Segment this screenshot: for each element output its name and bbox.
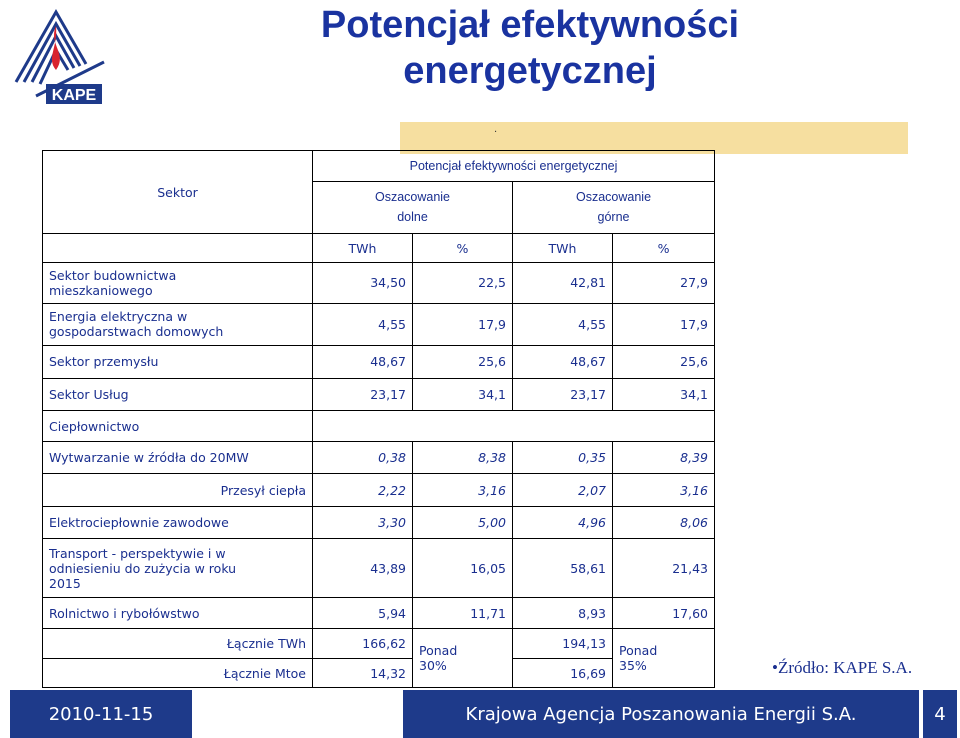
table-row [43, 346, 715, 379]
table-row [43, 378, 715, 411]
row-label: Sektor przemysłu [43, 346, 313, 379]
value-twh-upper: 2,07 [513, 474, 613, 507]
lower-ponad-line-2: 30% [419, 657, 447, 673]
value-pct-upper: 21,43 [613, 539, 715, 598]
row-label-line-2: odniesieniu do zużycia w roku [49, 560, 237, 576]
page-number: 4 [923, 690, 957, 738]
value-twh-lower: 23,17 [313, 378, 413, 411]
header-sektor: Sektor [43, 151, 313, 234]
total-twh-upper: 194,13 [513, 628, 613, 659]
value-pct-lower: 25,6 [413, 346, 513, 379]
value-pct-lower: 17,9 [413, 303, 513, 346]
value-pct-lower: 8,38 [413, 441, 513, 474]
value-twh-lower: 43,89 [313, 539, 413, 598]
value-twh-lower: 0,38 [313, 441, 413, 474]
upper-ponad-line-2: 35% [619, 657, 647, 673]
value-pct-upper: 25,6 [613, 346, 715, 379]
header-upper-estimate [513, 181, 715, 234]
totals-twh-label: Łącznie TWh [43, 628, 313, 659]
value-twh-lower: 2,22 [313, 474, 413, 507]
kape-logo [8, 4, 118, 112]
row-label: Rolnictwo i rybołówstwo [43, 598, 313, 629]
upper-ponad [613, 628, 715, 687]
total-mtoe-upper: 16,69 [513, 659, 613, 688]
logo-text: KAPE [51, 87, 97, 104]
footer-organization: Krajowa Agencja Poszanowania Energii S.A. [403, 690, 919, 738]
value-pct-lower: 3,16 [413, 474, 513, 507]
row-label-line-3: 2015 [49, 575, 81, 591]
source-note: •Źródło: KAPE S.A. [772, 658, 913, 677]
row-label-line-1: Transport - perspektywie i w [49, 545, 226, 561]
row-label-line-2: mieszkaniowego [49, 282, 153, 298]
band-mark: . [494, 124, 498, 135]
lower-ponad-line-1: Ponad [419, 642, 458, 658]
value-pct-upper: 8,39 [613, 441, 715, 474]
value-pct-upper: 34,1 [613, 378, 715, 411]
table-units-row [43, 234, 715, 262]
table-row [43, 598, 715, 629]
table-row [43, 303, 715, 346]
header-lower-line-1: Oszacowanie [374, 190, 451, 205]
value-twh-lower: 34,50 [313, 262, 413, 303]
value-twh-upper: 4,96 [513, 506, 613, 539]
value-twh-upper: 8,93 [513, 598, 613, 629]
row-label-line-2: gospodarstwach domowych [49, 324, 224, 340]
value-twh-lower: 4,55 [313, 303, 413, 346]
footer [0, 690, 960, 738]
value-pct-lower: 5,00 [413, 506, 513, 539]
row-label [43, 262, 313, 303]
value-twh-lower: 48,67 [313, 346, 413, 379]
table-row [43, 539, 715, 598]
value-twh-lower: 3,30 [313, 506, 413, 539]
table-row [43, 506, 715, 539]
header-upper-line-2: górne [597, 210, 630, 225]
unit-twh-lower: TWh [313, 234, 413, 262]
value-twh-upper: 4,55 [513, 303, 613, 346]
value-pct-lower: 34,1 [413, 378, 513, 411]
row-label: Elektrociepłownie zawodowe [43, 506, 313, 539]
total-twh-lower: 166,62 [313, 628, 413, 659]
units-empty [43, 234, 313, 262]
value-twh-upper: 23,17 [513, 378, 613, 411]
table-header-row [43, 151, 715, 182]
totals-row-twh [43, 628, 715, 659]
header-main: Potencjał efektywności energetycznej [313, 151, 715, 182]
value-pct-lower: 16,05 [413, 539, 513, 598]
value-twh-upper: 58,61 [513, 539, 613, 598]
unit-pct-lower: % [413, 234, 513, 262]
value-pct-upper: 27,9 [613, 262, 715, 303]
unit-pct-upper: % [613, 234, 715, 262]
value-pct-lower: 22,5 [413, 262, 513, 303]
unit-twh-upper: TWh [513, 234, 613, 262]
totals-mtoe-label: Łącznie Mtoe [43, 659, 313, 688]
row-label: Sektor Usług [43, 378, 313, 411]
value-twh-upper: 0,35 [513, 441, 613, 474]
row-label: Ciepłownictwo [43, 411, 313, 442]
lower-ponad [413, 628, 513, 687]
flame-logo-icon [8, 4, 118, 112]
value-twh-lower: 5,94 [313, 598, 413, 629]
value-twh-upper: 42,81 [513, 262, 613, 303]
row-label-line-1: Sektor budownictwa [49, 267, 177, 283]
header-lower-line-2: dolne [397, 210, 428, 225]
table-row [43, 474, 715, 507]
value-pct-upper: 8,06 [613, 506, 715, 539]
row-label-line-1: Energia elektryczna w [49, 309, 188, 325]
row-label [43, 539, 313, 598]
value-twh-upper: 48,67 [513, 346, 613, 379]
page-title [230, 2, 830, 94]
header-upper-line-1: Oszacowanie [575, 190, 652, 205]
footer-date: 2010-11-15 [10, 690, 192, 738]
table-row [43, 441, 715, 474]
title-line-1: Potencjał efektywności [320, 4, 740, 46]
title-line-2: energetycznej [403, 50, 657, 92]
row-empty [313, 411, 715, 442]
value-pct-upper: 17,60 [613, 598, 715, 629]
upper-ponad-line-1: Ponad [619, 642, 658, 658]
efficiency-table [42, 150, 715, 688]
value-pct-lower: 11,71 [413, 598, 513, 629]
value-pct-upper: 3,16 [613, 474, 715, 507]
table-row [43, 262, 715, 303]
value-pct-upper: 17,9 [613, 303, 715, 346]
table-row [43, 411, 715, 442]
header-lower-estimate [313, 181, 513, 234]
row-label [43, 303, 313, 346]
total-mtoe-lower: 14,32 [313, 659, 413, 688]
row-label: Wytwarzanie w źródła do 20MW [43, 441, 313, 474]
row-label: Przesył ciepła [43, 474, 313, 507]
